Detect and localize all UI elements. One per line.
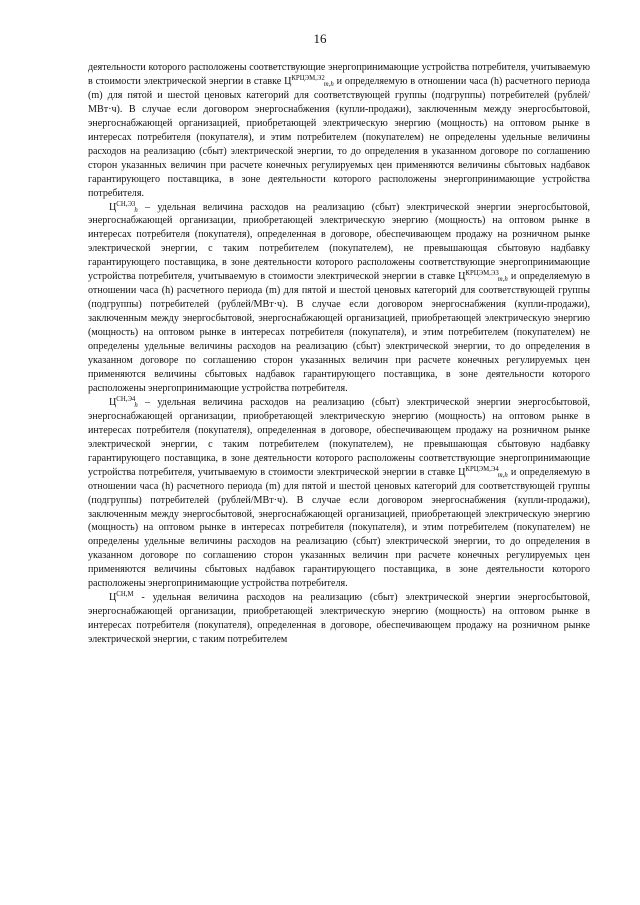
text-run: и определяемую в отношении часа (h) расчетного периода (m) для пятой и шестой ценовых категорий для соответствующей группы (подгруппы) потребителей (рублей/МВт·ч). В случае если договором энергоснабжения (купли-продажи), заключенным между энергосбытовой, энергоснабжающей организацией, приобретающей электрическую энергию (мощность) на оптовом рынке в интересах потребителя (покупателя), и этим потребителем (покупателем) не определены удельные величины расходов на реализацию (сбыт) электрической энергии, то до определения в указанном договоре по соглашению сторон указанных величин при расчете конечных регулируемых цен применяются величины сбытовых надбавок гарантирующего поставщика, в зоне деятельности которого расположены энергопринимающие устройства потребителя.: [88, 271, 590, 394]
text-run: – удельная величина расходов на реализацию (сбыт) электрической энергии энергосбытовой, энергоснабжающей организации, приобретающей электрическую энергию (мощность) на оптовом рынке в интересах потребителя (покупателя), определенная в договоре, обеспечивающем продажу на розничном рынке электрической энергии, с таким потребителем (покупателем), не превышающая сбытовую надбавку гарантирующего поставщика, в зоне деятельности которого расположены соответствующие энергопринимающие устройства потребителя, учитываемую в стоимости электрической энергии в ставке: [88, 396, 590, 478]
text-run: - удельная величина расходов на реализацию (сбыт) электрической энергии энергосбытовой, энергоснабжающей организации, приобретающей электрическую энергию (мощность) на оптовом рынке в интересах потребителя (покупателя), определенная в договоре, обеспечивающем продажу на розничном рынке электрической энергии, с таким потребителем: [88, 592, 590, 646]
price-symbol: [109, 202, 138, 213]
symbol-subscript-text: m,h: [497, 276, 508, 284]
symbol-superscript: СН,Э4: [116, 395, 136, 403]
symbol-subscript: [498, 276, 508, 283]
symbol-subscript-text: m,h: [323, 80, 334, 88]
symbol-subscript-text: m,h: [497, 471, 508, 479]
price-symbol: [458, 467, 508, 478]
symbol-subscript-text: h: [134, 206, 138, 214]
symbol-base: Ц: [458, 271, 466, 283]
symbol-base: Ц: [284, 75, 292, 87]
text-run: и определяемую в отношении часа (h) расчетного периода (m) для пятой и шестой ценовых категорий для соответствующей группы (подгруппы) потребителей (рублей/МВт·ч). В случае если договором энергоснабжения (купли-продажи), заключенным между энергосбытовой, энергоснабжающей организацией, приобретающей электрическую энергию (мощность) на оптовом рынке в интересах потребителя (покупателя), и этим потребителем (покупателем) не определены удельные величины расходов на реализацию (сбыт) электрической энергии, то до определения в указанном договоре по соглашению сторон указанных величин при расчете конечных регулируемых цен применяются величины сбытовых надбавок гарантирующего поставщика, в зоне деятельности которого расположены энергопринимающие устройства потребителя.: [88, 466, 590, 590]
page-number: 16: [313, 31, 327, 46]
price-symbol: [109, 397, 138, 408]
symbol-superscript: КРЦЭМ,Э4: [465, 465, 499, 473]
symbol-superscript: СН,Э3: [116, 200, 136, 208]
paragraph-definition-sn-e3: [88, 201, 590, 396]
text-run: деятельности которого расположены соответствующие энергопринимающие устройства потребителя, учитываемую в стоимости электрической энергии в ставке: [88, 62, 590, 87]
text-run: и определяемую в отношении часа (h) расчетного периода (m) для пятой и шестой ценовых категорий для соответствующей группы (подгруппы) потребителей (рублей/МВт·ч). В случае если договором энергоснабжения (купли-продажи), заключенным между энергосбытовой, энергоснабжающей организацией, приобретающей электрическую энергию (мощность) на оптовом рынке в интересах потребителя (покупателя), и этим потребителем (покупателем) не определены удельные величины расходов на реализацию (сбыт) электрической энергии, то до определения в указанном договоре по соглашению сторон указанных величин при расчете конечных регулируемых цен применяются величины сбытовых надбавок гарантирующего поставщика, в зоне деятельности которого расположены энергопринимающие устройства потребителя.: [88, 75, 590, 199]
symbol-base: Ц: [109, 396, 117, 408]
symbol-base: Ц: [109, 592, 117, 604]
text-run: – удельная величина расходов на реализацию (сбыт) электрической энергии энергосбытовой, энергоснабжающей организации, приобретающей электрическую энергию (мощность) на оптовом рынке в интересах потребителя (покупателя), определенная в договоре, обеспечивающем продажу на розничном рынке электрической энергии, с таким потребителем (покупателем), не превышающая сбытовую надбавку гарантирующего поставщика, в зоне деятельности которого расположены соответствующие энергопринимающие устройства потребителя, учитываемую в стоимости электрической энергии в ставке: [88, 201, 590, 283]
price-symbol: [458, 271, 508, 282]
symbol-superscript: СН,М: [116, 591, 134, 599]
price-symbol: [109, 592, 133, 603]
paragraph-definition-sn-m: [88, 591, 590, 647]
symbol-superscript: КРЦЭМ,Э3: [465, 270, 499, 278]
price-symbol: [284, 76, 334, 87]
symbol-subscript-text: h: [134, 401, 138, 409]
symbol-subscript: [324, 81, 334, 88]
paragraph-definition-sn-e4: [88, 396, 590, 591]
paragraph-continuation: [88, 61, 590, 201]
document-body: [88, 61, 590, 647]
symbol-base: Ц: [109, 201, 117, 213]
symbol-superscript: КРЦЭМ,Э2: [291, 74, 325, 82]
symbol-subscript: [498, 472, 508, 479]
symbol-base: Ц: [458, 466, 466, 478]
